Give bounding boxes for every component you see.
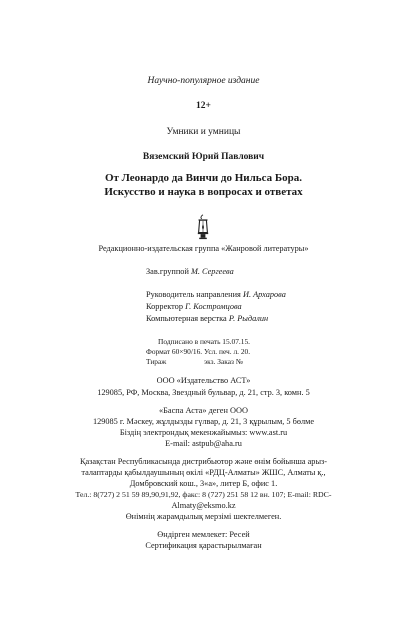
- country-of-origin: Өндірген мемлекет: Ресей: [157, 530, 250, 539]
- kz-publisher-address: 129085 г. Мәскеу, жұлдызды гүлвар, д. 21, 3 құрылым, 5 бөлме: [92, 417, 315, 426]
- print-order: экз. Заказ №: [204, 357, 243, 366]
- corrector-credit: [146, 302, 242, 311]
- publisher-group: Редакционно-издательская группа «Жанровой литературы»: [98, 244, 309, 253]
- director-credit: [146, 290, 286, 299]
- layout-label: Компьютерная верстка: [146, 314, 227, 323]
- kz-publisher-email: E-mail: astpub@aha.ru: [165, 439, 242, 448]
- print-signed: Подписано в печать 15.07.15.: [158, 337, 250, 346]
- corrector-label: Корректор: [146, 302, 183, 311]
- kz-shelf-life: Өнімнің жарамдылық мерзімі шектелмеген.: [125, 512, 282, 521]
- book-title-line-1: От Леонардо да Винчи до Нильса Бора.: [104, 172, 303, 184]
- group-head-label: Зав.группой: [146, 267, 189, 276]
- director-label: Руководитель направления: [146, 290, 241, 299]
- kz-distributor-email: Almaty@eksmo.kz: [171, 501, 236, 510]
- kz-distributor-line-1: Қазақстан Республикасында дистрибьютор және өнім бойынша арыз-: [79, 457, 328, 466]
- lantern-icon: [195, 214, 211, 240]
- group-head-name: М. Сергеева: [190, 267, 234, 276]
- kz-publisher-web: Біздің электрондық мекенжайымыз: www.ast.ru: [119, 428, 288, 437]
- layout-name: Р. Рыдалин: [228, 314, 269, 323]
- kz-publisher-name: «Баспа Аста» деген ООО: [159, 406, 248, 415]
- kz-distributor-line-2: талаптарды қабылдаушының өкілі «РДЦ-Алматы» ЖШС, Алматы қ.,: [81, 468, 326, 477]
- group-head-credit: [146, 267, 234, 276]
- age-rating: 12+: [196, 101, 211, 111]
- print-format: Формат 60×90/16. Усл. печ. л. 20.: [146, 347, 251, 356]
- edition-type: Научно-популярное издание: [147, 76, 260, 86]
- print-run: Тираж: [146, 357, 167, 366]
- book-title-line-2: Искусство и наука в вопросах и ответах: [104, 186, 303, 198]
- publisher-address: 129085, РФ, Москва, Звездный бульвар, д. 21, стр. 3, комн. 5: [97, 388, 310, 397]
- director-name: И. Архарова: [242, 290, 286, 299]
- kz-distributor-phone: Тел.: 8(727) 2 51 59 89,90,91,92, факс: 8 (727) 251 58 12 вн. 107; E-mail: RDC-: [75, 490, 332, 499]
- layout-credit: [146, 314, 268, 323]
- series-name: Умники и умницы: [166, 127, 241, 137]
- certification-note: Сертификация қарастырылмаған: [145, 541, 262, 550]
- corrector-name: Г. Костромцова: [185, 302, 242, 311]
- kz-distributor-line-3: Домбровский кош., 3«а», литер Б, офис 1.: [129, 479, 278, 488]
- author-name: Вяземский Юрий Павлович: [142, 152, 265, 162]
- publisher-name: ООО «Издательство АСТ»: [156, 376, 251, 385]
